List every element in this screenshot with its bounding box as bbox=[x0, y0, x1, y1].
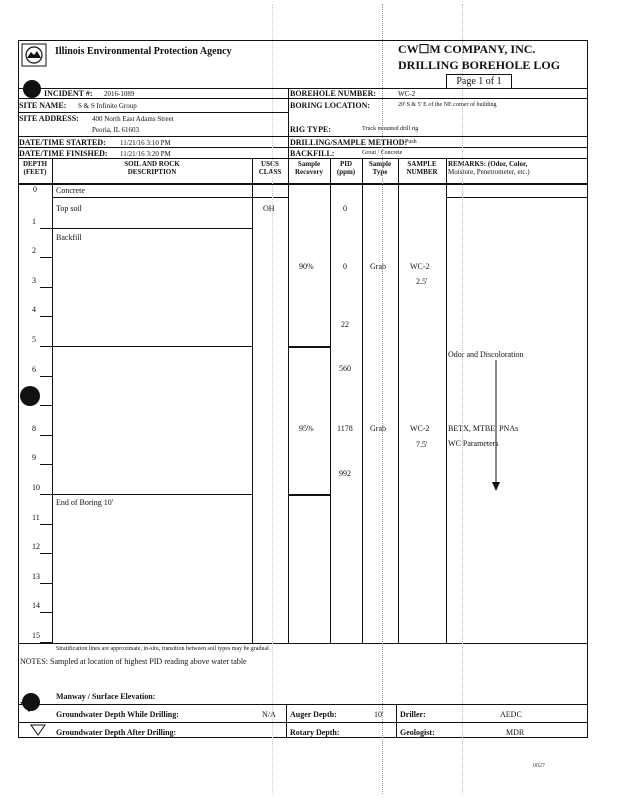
drilling-method-label: DRILLING/SAMPLE METHOD: bbox=[290, 138, 408, 147]
borehole-number-value: WC-2 bbox=[398, 90, 416, 98]
divider bbox=[18, 158, 588, 159]
boring-location-label: BORING LOCATION: bbox=[290, 101, 371, 110]
site-name-value: S & S Infinite Group bbox=[78, 102, 137, 110]
depth-tick-label: 10 bbox=[32, 483, 40, 492]
col-divider bbox=[252, 158, 253, 643]
col-remarks: REMARKS: (Odor, Color, Moisture, Penetrometer, etc.) bbox=[448, 160, 530, 176]
depth-tick-mark bbox=[40, 464, 52, 465]
manway-label: Manway / Surface Elevation: bbox=[56, 692, 156, 701]
incident-label: INCIDENT #: bbox=[44, 89, 93, 98]
depth-tick-label: 5 bbox=[32, 335, 36, 344]
depth-tick-mark bbox=[40, 405, 52, 406]
scan-noise bbox=[382, 4, 387, 794]
col-divider bbox=[398, 158, 399, 643]
remarks-arrow-icon bbox=[490, 360, 502, 492]
depth-tick-label: 15 bbox=[32, 631, 40, 640]
layer-end-of-boring: End of Boring 10' bbox=[56, 498, 114, 507]
borehole-number-label: BOREHOLE NUMBER: bbox=[290, 89, 377, 98]
site-address-label: SITE ADDRESS: bbox=[19, 114, 79, 123]
col-soil: SOIL AND ROCK DESCRIPTION bbox=[124, 160, 180, 176]
depth-tick-label: 9 bbox=[32, 453, 36, 463]
pid-value: 0 bbox=[343, 262, 347, 271]
depth-tick-label: 2 bbox=[32, 246, 36, 256]
backfill-value: Grout / Concrete bbox=[362, 150, 403, 156]
depth-tick-mark bbox=[40, 435, 52, 436]
company-name: CW☐M COMPANY, INC. bbox=[398, 42, 536, 56]
remark-wc-params: WC Parameters bbox=[448, 439, 499, 448]
depth-tick-label: 8 bbox=[32, 423, 36, 433]
divider bbox=[18, 183, 588, 185]
col-depth: DEPTH (FEET) bbox=[22, 160, 48, 176]
water-level-triangle-icon bbox=[30, 724, 46, 736]
depth-tick-label: 12 bbox=[32, 542, 40, 552]
sample-interval-line bbox=[288, 494, 330, 496]
depth-tick-label: 6 bbox=[32, 364, 36, 374]
sample1-depth: 2.5' bbox=[416, 277, 428, 286]
date-finished-label: DATE/TIME FINISHED: bbox=[19, 149, 108, 158]
uscs-class: OH bbox=[263, 204, 275, 213]
date-finished-value: 11/21/16 3:20 PM bbox=[120, 150, 171, 158]
col-divider bbox=[362, 158, 363, 643]
driller-value: AEDC bbox=[500, 710, 522, 719]
sample-interval-line bbox=[288, 346, 330, 348]
depth-tick-label: 13 bbox=[32, 571, 40, 581]
stratum-line bbox=[52, 197, 288, 198]
divider bbox=[18, 704, 588, 705]
footnote: Stratification lines are approximate, in-situ, transition between soil types may be gradual. bbox=[56, 646, 271, 652]
col-pid: PID (ppm) bbox=[336, 160, 356, 176]
col-divider bbox=[288, 158, 289, 643]
col-uscs: USCS CLASS bbox=[258, 160, 282, 176]
depth-tick-label: 14 bbox=[32, 601, 40, 611]
depth-tick-mark bbox=[40, 257, 52, 258]
layer-top-soil: Top soil bbox=[56, 204, 82, 213]
col-divider bbox=[446, 158, 447, 643]
divider bbox=[18, 147, 588, 148]
col-sample-number: SAMPLE NUMBER bbox=[406, 160, 438, 176]
stratum-line bbox=[52, 346, 252, 347]
depth-tick-mark bbox=[40, 376, 52, 377]
gw-while-value: N/A bbox=[262, 710, 276, 719]
depth-tick-mark bbox=[40, 583, 52, 584]
layer-concrete: Concrete bbox=[56, 186, 85, 195]
depth-tick-mark bbox=[40, 228, 52, 229]
depth-tick-mark bbox=[40, 612, 52, 613]
boring-location-value: 20' S & 5' E of the NE corner of building bbox=[398, 102, 497, 108]
divider bbox=[18, 112, 288, 113]
date-started-value: 11/21/16 3:10 PM bbox=[120, 139, 171, 147]
divider bbox=[288, 88, 289, 158]
divider bbox=[18, 722, 588, 723]
auger-depth-label: Auger Depth: bbox=[290, 710, 337, 719]
binder-hole bbox=[20, 386, 40, 406]
page-stamp: 0027 bbox=[533, 763, 545, 769]
stratum-line bbox=[52, 494, 252, 495]
divider bbox=[396, 704, 397, 738]
sample2-recovery: 95% bbox=[299, 424, 314, 433]
divider bbox=[18, 136, 588, 137]
rotary-depth-label: Rotary Depth: bbox=[290, 728, 340, 737]
geologist-value: MDR bbox=[506, 728, 525, 737]
rig-type-value: Truck mounted drill rig bbox=[362, 126, 419, 132]
gw-while-label: Groundwater Depth While Drilling: bbox=[56, 710, 179, 719]
site-name-label: SITE NAME: bbox=[19, 101, 67, 110]
date-started-label: DATE/TIME STARTED: bbox=[19, 138, 106, 147]
depth-tick-label: 0 bbox=[33, 185, 37, 194]
binder-hole-arrow-icon bbox=[18, 700, 40, 714]
pid-value: 0 bbox=[343, 204, 347, 213]
sample2-type: Grab bbox=[370, 424, 386, 433]
sample1-type: Grab bbox=[370, 262, 386, 271]
depth-tick-mark bbox=[40, 287, 52, 288]
backfill-label: BACKFILL: bbox=[290, 149, 335, 158]
binder-hole bbox=[23, 80, 41, 98]
layer-backfill: Backfill bbox=[56, 233, 82, 242]
depth-tick-mark bbox=[40, 346, 52, 347]
agency-logo-icon bbox=[21, 43, 47, 67]
remarks-line bbox=[446, 197, 588, 198]
depth-tick-mark bbox=[40, 524, 52, 525]
remark-btex: BETX, MTBE, PNAs bbox=[448, 424, 519, 433]
site-address-line2: Peoria, IL 61603 bbox=[92, 126, 139, 134]
drilling-method-value: Push bbox=[405, 139, 417, 145]
agency-name: Illinois Environmental Protection Agency bbox=[55, 46, 232, 57]
divider bbox=[18, 98, 288, 99]
sample1-number: WC-2 bbox=[410, 262, 430, 271]
divider bbox=[286, 704, 287, 738]
sample1-recovery: 90% bbox=[299, 262, 314, 271]
depth-tick-mark bbox=[40, 316, 52, 317]
stratum-line bbox=[52, 228, 252, 229]
depth-tick-label: 3 bbox=[32, 275, 36, 285]
depth-tick-label: 1 bbox=[32, 216, 36, 226]
gw-after-label: Groundwater Depth After Drilling: bbox=[56, 728, 177, 737]
col-recovery: Sample Recovery bbox=[295, 160, 323, 176]
auger-depth-value: 10' bbox=[374, 710, 384, 719]
pid-value: 22 bbox=[341, 320, 349, 329]
depth-tick-label: 4 bbox=[32, 305, 36, 315]
pid-value: 992 bbox=[339, 469, 351, 478]
col-divider bbox=[330, 158, 331, 643]
col-divider bbox=[52, 158, 53, 643]
scan-noise bbox=[462, 4, 467, 794]
scan-noise bbox=[272, 4, 277, 794]
pid-value: 1178 bbox=[337, 424, 353, 433]
divider bbox=[288, 98, 588, 99]
log-title: DRILLING BOREHOLE LOG bbox=[398, 58, 561, 72]
depth-tick-label: 11 bbox=[32, 512, 40, 522]
col-sample-type: Sample Type bbox=[368, 160, 392, 176]
depth-tick-mark bbox=[40, 642, 52, 643]
remark-odor: Odor and Discoloration bbox=[448, 350, 524, 359]
notes: NOTES: Sampled at location of highest PID reading above water table bbox=[20, 657, 247, 666]
driller-label: Driller: bbox=[400, 710, 426, 719]
site-address-line1: 400 North East Adams Street bbox=[92, 115, 174, 123]
divider bbox=[18, 643, 588, 644]
incident-value: 2016-1089 bbox=[104, 90, 135, 98]
sample2-depth: 7.5' bbox=[416, 440, 428, 449]
geologist-label: Geologist: bbox=[400, 728, 435, 737]
rig-type-label: RIG TYPE: bbox=[290, 125, 331, 134]
depth-tick-mark bbox=[40, 494, 52, 495]
depth-tick-mark bbox=[40, 553, 52, 554]
pid-value: 560 bbox=[339, 364, 351, 373]
page-info: Page 1 of 1 bbox=[446, 74, 512, 89]
sample2-number: WC-2 bbox=[410, 424, 430, 433]
